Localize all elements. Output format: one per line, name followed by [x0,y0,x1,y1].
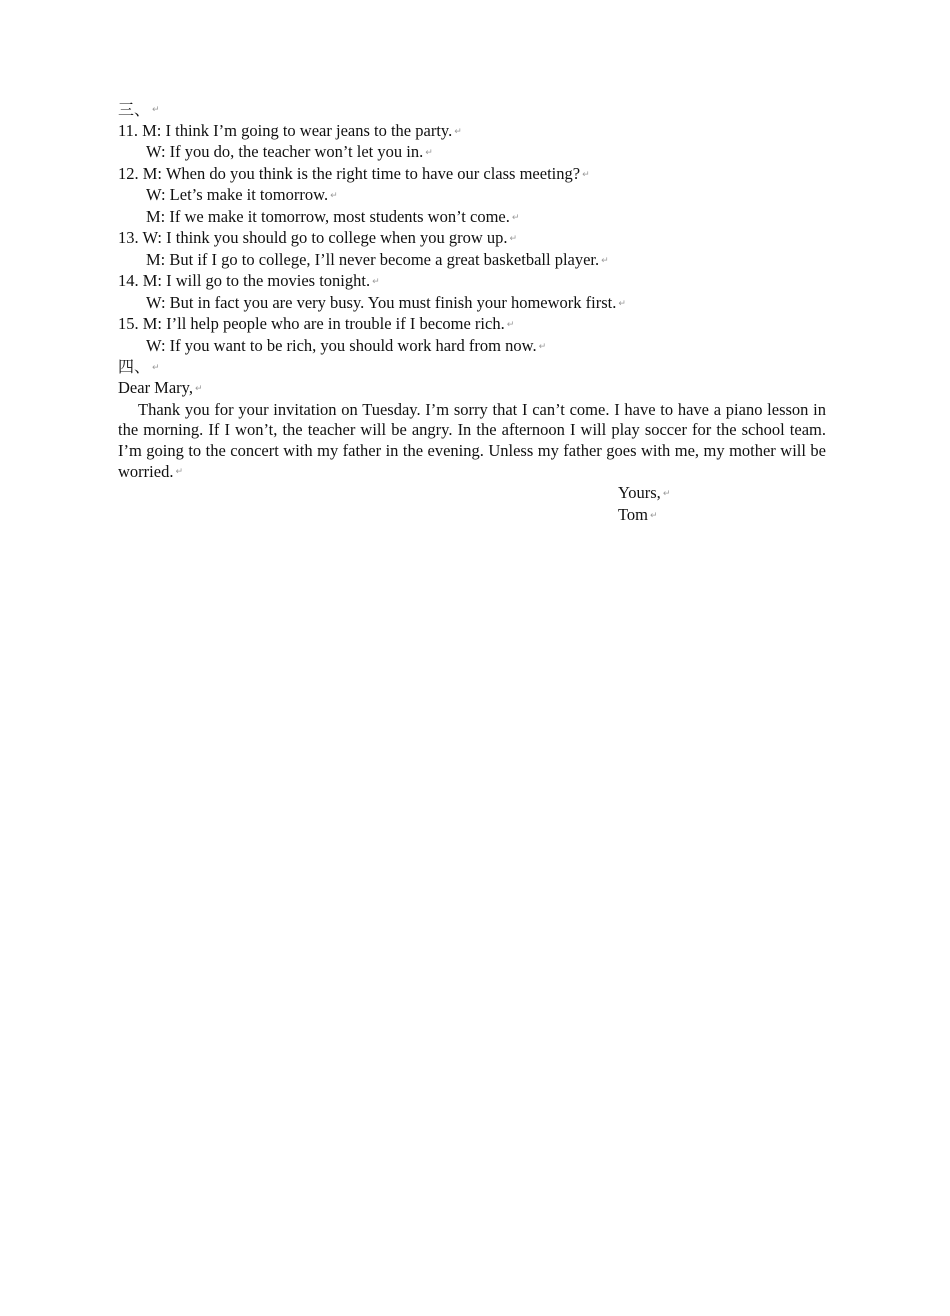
document-content [118,100,826,526]
letter-closing [118,483,826,505]
paragraph-mark-icon: ↵ [372,277,380,288]
dialogue-text: W: But in fact you are very busy. You must finish your homework first. [146,292,617,312]
dialogue-text: W: If you want to be rich, you should work hard from now. [146,335,537,355]
item-number: 13. [118,228,139,248]
section-3-heading [118,100,826,121]
paragraph-mark-icon: ↵ [662,489,671,499]
letter-body [118,400,826,483]
paragraph-mark-icon: ↵ [175,467,183,478]
dialogue-line [118,142,826,164]
dialogue-text: M: But if I go to college, I’ll never become a great basketball player. [146,249,600,269]
dialogue-line [118,336,826,358]
salutation-text: Dear Mary, [118,378,193,398]
item-number: 12. [118,163,139,183]
paragraph-mark-icon: ↵ [601,255,609,266]
dialogue-line [118,271,826,293]
dialogue-text: W: If you do, the teacher won’t let you in. [146,142,424,162]
paragraph-mark-icon: ↵ [618,298,626,309]
paragraph-mark-icon: ↵ [650,510,658,521]
dialogue-text: W: Let’s make it tomorrow. [146,185,329,205]
paragraph-mark-icon: ↵ [454,126,462,137]
letter-salutation [118,378,826,400]
section-3-heading-text: 三、 [118,100,151,119]
dialogue-text: M: I’ll help people who are in trouble if I become rich. [142,314,505,334]
signature-text: Tom [618,504,649,524]
item-number: 15. [118,314,139,334]
dialogue-text: M: When do you think is the right time to have our class meeting? [142,163,581,183]
dialogue-line [118,207,826,229]
letter-signature [118,505,826,527]
dialogue-line [118,314,826,336]
dialogue-line [118,293,826,315]
paragraph-mark-icon: ↵ [425,148,433,159]
dialogue-line [118,164,826,186]
paragraph-mark-icon: ↵ [506,320,515,331]
dialogue-text: M: I think I’m going to wear jeans to the party. [142,120,453,140]
dialogue-text: M: I will go to the movies tonight. [142,271,371,291]
closing-text: Yours, [618,483,661,503]
dialogue-line [118,250,826,272]
paragraph-mark-icon: ↵ [582,169,590,180]
paragraph-mark-icon: ↵ [330,191,338,202]
paragraph-mark-icon: ↵ [152,105,160,116]
paragraph-mark-icon: ↵ [194,384,203,395]
dialogue-line [118,228,826,250]
paragraph-mark-icon: ↵ [511,212,520,223]
section-4-heading-text: 四、 [118,357,151,377]
item-number: 11. [118,120,139,140]
section-4-heading [118,357,826,378]
dialogue-line [118,121,826,143]
dialogue-text: W: I think you should go to college when you grow up. [142,228,508,248]
paragraph-mark-icon: ↵ [152,362,160,373]
item-number: 14. [118,271,139,291]
dialogue-line [118,185,826,207]
paragraph-mark-icon: ↵ [538,341,547,352]
letter-body-text: Thank you for your invitation on Tuesday. I’m sorry that I can’t come. I have to have a piano lesson in the morning. If I won’t, the teacher will be angry. In the afternoon I will play soccer for the school team. I’m going to the concert with my father in the evening. Unless my father goes with me, my mother will be worried. [118,399,826,481]
dialogue-text: M: If we make it tomorrow, most students won’t come. [146,206,510,226]
paragraph-mark-icon: ↵ [509,234,518,245]
